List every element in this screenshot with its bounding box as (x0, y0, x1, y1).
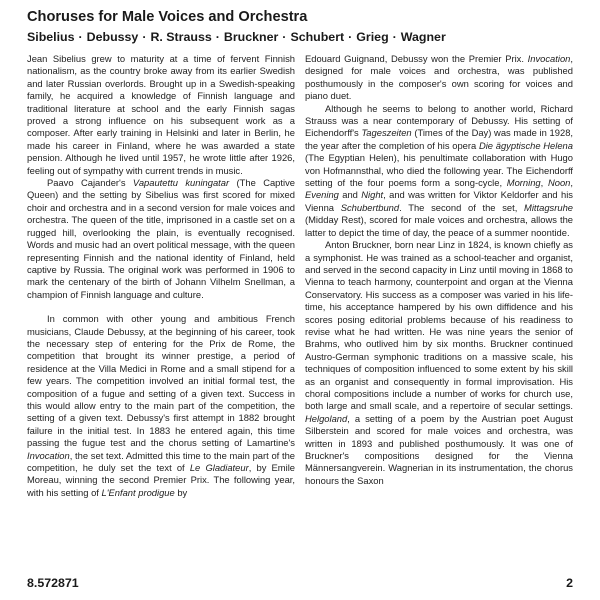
separator: · (215, 30, 220, 44)
paragraph-bruckner (305, 239, 573, 487)
composer-list (27, 30, 446, 44)
text-run: , (540, 177, 548, 189)
text-run: (The Captive Queen) and the setting by Sibelius was first scored for mixed choir and orchestra and in a second version for male voices and orchestra. The queen of the title, imprisoned in a castle set on a rugged hill, overlooking the plain, is eventually recognised. Words and music had an overt political message, with the queen representing Finnish and the national identity of Finland, held captive by Russia. The original work was performed in 1906 to mark the centenary of the birth of Johann Vilhelm Snellman, a champion of Finnish language and culture. (27, 177, 295, 300)
composer-name: Wagner (400, 30, 446, 44)
text-run: and (338, 189, 362, 201)
text-run: (Times of the Day) was made in 1928, the year after the completion of his opera (305, 127, 574, 151)
composer-name: Bruckner (223, 30, 279, 44)
right-column (305, 53, 573, 487)
text-run: , designed for male voices and orchestra, was published posthumously in the composer's own scoring for voices and piano duet. (305, 53, 573, 102)
text-run: In common with other young and ambitious French musicians, Claude Debussy, at the beginning of his career, took the necessary step of entering for the Prix de Rome, the competition that brought its winner prestige, a period of residence at the Villa Medici in Rome and a small stipend for a few years. The competition involved an initial formal test, the composition of a fugue and setting of a given text. Success in this would allow entry to the main part of the competition, the setting of a given text. Debussy's first attempt in 1882 brought failure in the initial test. In 1883 he entered again, this time passing the fugue test and the chorus setting of Lamartine's (27, 313, 295, 449)
work-title: Vapautettu kuningatar (132, 177, 230, 189)
work-title: Morning (506, 177, 541, 189)
work-title: Die ägyptische Helena (478, 139, 573, 151)
work-title: Helgoland (305, 412, 348, 424)
separator: · (78, 30, 83, 44)
text-run: Anton Bruckner, born near Linz in 1824, is known chiefly as a symphonist. He was trained as a school-teacher and organist, and served in the second capacity in Linz until moving in 1868 to Vienna to teach harmony, counterpoint and organ at the Vienna Conservatory. His success as a composer was varied in his life-time, his acceptance hampered by his own diffidence and his scores posing editorial problems because of his readiness to revise what he had written. He was nine years the senior of Brahms, who outlived him by six months. Bruckner continued Austro-German symphonic traditions on a massive scale, his techniques of composition influenced to some extent by his skill as an organist and consequently in formal improvisation. His choral compositions include a number of works for church use, both large and small scale, and a repertoire of secular settings. (305, 239, 573, 412)
work-title: Invocation (527, 53, 571, 64)
work-title: Invocation (27, 449, 70, 461)
paragraph-strauss (305, 103, 573, 239)
page-number: 2 (566, 576, 573, 590)
text-run: (The Egyptian Helen), his penultimate collaboration with Hugo von Hofmannsthal, who died the following year. The Eichendorff setting of the four poems form a song-cycle, (305, 152, 573, 189)
catalogue-number: 8.572871 (27, 576, 79, 590)
text-run: , by Emile Moreau, winning the second Premier Prix. The following year, with his setting of (27, 462, 295, 498)
text-run: (Midday Rest), scored for male voices and orchestra, allows the latter to depict the time of day, the peace of a summer noontide. (305, 214, 573, 238)
separator: · (282, 30, 287, 44)
text-run: Edouard Guignand, Debussy won the Premier Prix. (305, 53, 528, 64)
work-title: Night (361, 189, 384, 201)
paragraph-cajander (27, 177, 295, 301)
work-title: Noon (547, 177, 571, 189)
text-run: Paavo Cajander's (47, 177, 133, 189)
composer-name: Debussy (86, 30, 139, 44)
text-run: , a setting of a poem by the Austrian poet August Silberstein and scored for male voices and orchestra, was written in 1893 and published posthumously. It was one of Bruckner's compositions designed for the Vienna Männersangverein. Wagnerian in its instrumentation, the chorus honours the Saxon (305, 412, 573, 486)
work-title: Mittagsruhe (524, 201, 573, 213)
work-title: Tageszeiten (361, 127, 412, 139)
separator: · (392, 30, 397, 44)
separator: · (142, 30, 147, 44)
work-title: L'Enfant prodigue (101, 486, 175, 498)
composer-name: R. Strauss (150, 30, 212, 44)
paragraph-invocation (305, 53, 573, 103)
work-title: Schubertbund (340, 201, 400, 213)
text-run: . The second of the set, (399, 201, 525, 213)
left-column (27, 53, 295, 499)
separator: · (348, 30, 353, 44)
composer-name: Sibelius (27, 30, 75, 44)
text-run: by (174, 486, 188, 498)
work-title: Evening (305, 189, 339, 201)
text-run: Although he seems to belong to another world, Richard Strauss was a near contemporary of Debussy. His setting of Eichendorff's (305, 102, 573, 139)
composer-name: Grieg (356, 30, 389, 44)
text-run: , the set text. Admitted this time to the main part of the competition, he duly set the text of (27, 449, 295, 473)
text-run: , and was written for Viktor Keldorfer and his Vienna (305, 189, 573, 213)
paragraph-debussy (27, 313, 295, 499)
composer-name: Schubert (290, 30, 345, 44)
paragraph-sibelius: Jean Sibelius grew to maturity at a time of fervent Finnish nationalism, as the country broke away from its earlier Swedish and later Russian overlords. Brought up in a Swedish-speaking family, he acquired a knowledge of Finnish language and traditional literature at school and the early Finnish sagas proved a strong influence on his subsequent work as a composer. After early training in Helsinki and later in Berlin, he made his career in Finland, where he was awarded a state pension. Although he lived until 1957, he wrote little after 1926, feeling out of sympathy with current trends in music. (27, 53, 295, 176)
page-title: Choruses for Male Voices and Orchestra (27, 9, 308, 25)
work-title: Le Gladiateur (189, 462, 249, 473)
text-run: , (570, 177, 573, 189)
